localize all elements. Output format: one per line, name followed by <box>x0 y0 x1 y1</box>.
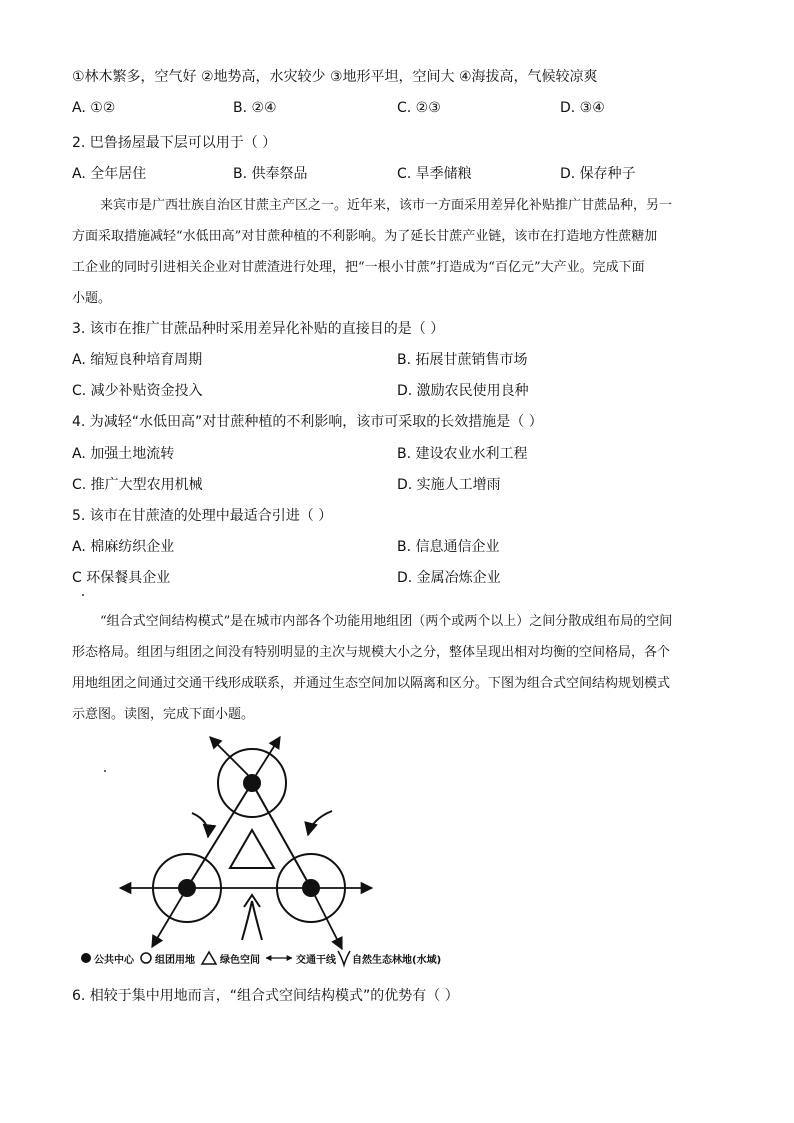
legend-green-space-symbol <box>202 952 216 964</box>
legend-eco-label: 自然生态林地(水域) <box>352 955 442 966</box>
q3-option-d: D. 激励农民使用良种 <box>397 383 529 399</box>
legend-eco-symbol <box>338 951 350 965</box>
eco-arrow-bottom-b <box>252 901 262 940</box>
public-center-left <box>178 879 196 897</box>
q1-option-a: A. ①② <box>72 100 116 116</box>
q4-option-a: A. 加强土地流转 <box>72 446 175 462</box>
spatial-structure-diagram <box>80 735 460 979</box>
q3-option-c: C. 减少补贴资金投入 <box>72 383 203 399</box>
eco-arrow-bottom-a <box>242 901 252 940</box>
traffic-line-left <box>187 783 252 888</box>
q2-option-b: B. 供奉祭品 <box>233 166 308 182</box>
q5-stem: 5. 该市在甘蔗渣的处理中最适合引进（ ） <box>72 508 333 524</box>
q4-stem: 4. 为减轻“水低田高”对甘蔗种植的不利影响，该市可采取的长效措施是（ ） <box>72 414 543 430</box>
q5-option-b: B. 信息通信企业 <box>397 539 500 555</box>
eco-arrow-right <box>308 811 332 835</box>
q5-option-d: D. 金属冶炼企业 <box>397 570 501 586</box>
traffic-arrow-top-right <box>256 737 280 775</box>
q4-option-d: D. 实施人工增雨 <box>397 477 501 493</box>
top-statement: ①林木繁多，空气好 ②地势高，水灾较少 ③地形平坦，空间大 ④海拔高，气候较凉爽 <box>72 69 598 85</box>
traffic-arrow-bottom-left <box>152 888 187 947</box>
q5-option-c: C 环保餐具企业 <box>72 570 171 586</box>
q3-stem: 3. 该市在推广甘蔗品种时采用差异化补贴的直接目的是（ ） <box>72 321 445 337</box>
diagram-svg <box>80 735 460 975</box>
q2-option-a: A. 全年居住 <box>72 166 147 182</box>
q3-option-a: A. 缩短良种培育周期 <box>72 352 203 368</box>
q1-option-b: B. ②④ <box>233 100 277 116</box>
passage-2-line-4: 示意图。读图，完成下面小题。 <box>72 707 255 722</box>
passage-2-line-2: 形态格局。组团与组团之间没有特别明显的主次与规模大小之分，整体呈现出相对均衡的空间格局，各个 <box>72 645 671 660</box>
passage-1-line-4: 小题。 <box>72 291 112 306</box>
q6-stem: 6. 相较于集中用地而言，“组合式空间结构模式”的优势有（ ） <box>72 988 459 1004</box>
eco-arrow-left <box>192 813 208 837</box>
public-center-right <box>302 879 320 897</box>
q1-option-d: D. ③④ <box>560 100 605 116</box>
passage-2-line-3: 用地组团之间通过交通干线形成联系，并通过生态空间加以隔离和区分。下图为组合式空间结构规划模式 <box>72 676 671 691</box>
q2-option-c: C. 旱季储粮 <box>397 166 472 182</box>
q1-option-c: C. ②③ <box>397 100 441 116</box>
q5-option-a: A. 棉麻纺织企业 <box>72 539 175 555</box>
speck <box>82 594 84 596</box>
legend-traffic-label: 交通干线 <box>296 955 336 966</box>
passage-1-line-3: 工企业的同时引进相关企业对甘蔗渣进行处理，把“一根小甘蔗”打造成为“百亿元”大产业。完成下面 <box>72 260 645 275</box>
legend-public-center-label: 公共中心 <box>94 955 134 966</box>
diagram-legend <box>80 948 450 968</box>
legend-cluster-label: 组团用地 <box>155 955 195 966</box>
green-space-triangle <box>230 830 274 868</box>
q4-option-b: B. 建设农业水利工程 <box>397 446 528 462</box>
passage-1-line-1: 来宾市是广西壮族自治区甘蔗主产区之一。近年来，该市一方面采用差异化补贴推广甘蔗品种，另一 <box>100 198 673 213</box>
legend-public-center-symbol <box>81 953 91 963</box>
q2-option-d: D. 保存种子 <box>560 166 636 182</box>
legend-cluster-symbol <box>141 953 151 963</box>
public-center-top <box>243 774 261 792</box>
q3-option-b: B. 拓展甘蔗销售市场 <box>397 352 528 368</box>
passage-1-line-2: 方面采取措施减轻“水低田高”对甘蔗种植的不利影响。为了延长甘蔗产业链，该市在打造地方性蔗糖加 <box>72 229 658 244</box>
q4-option-c: C. 推广大型农用机械 <box>72 477 203 493</box>
legend-green-space-label: 绿色空间 <box>220 955 260 966</box>
passage-2-line-1: “组合式空间结构模式”是在城市内部各个功能用地组团（两个或两个以上）之间分散成组布局的空间 <box>100 614 673 629</box>
traffic-arrow-bottom-right <box>311 888 342 949</box>
traffic-arrow-top-left <box>210 737 248 775</box>
q2-stem: 2. 巴鲁扬屋最下层可以用于（ ） <box>72 135 277 151</box>
